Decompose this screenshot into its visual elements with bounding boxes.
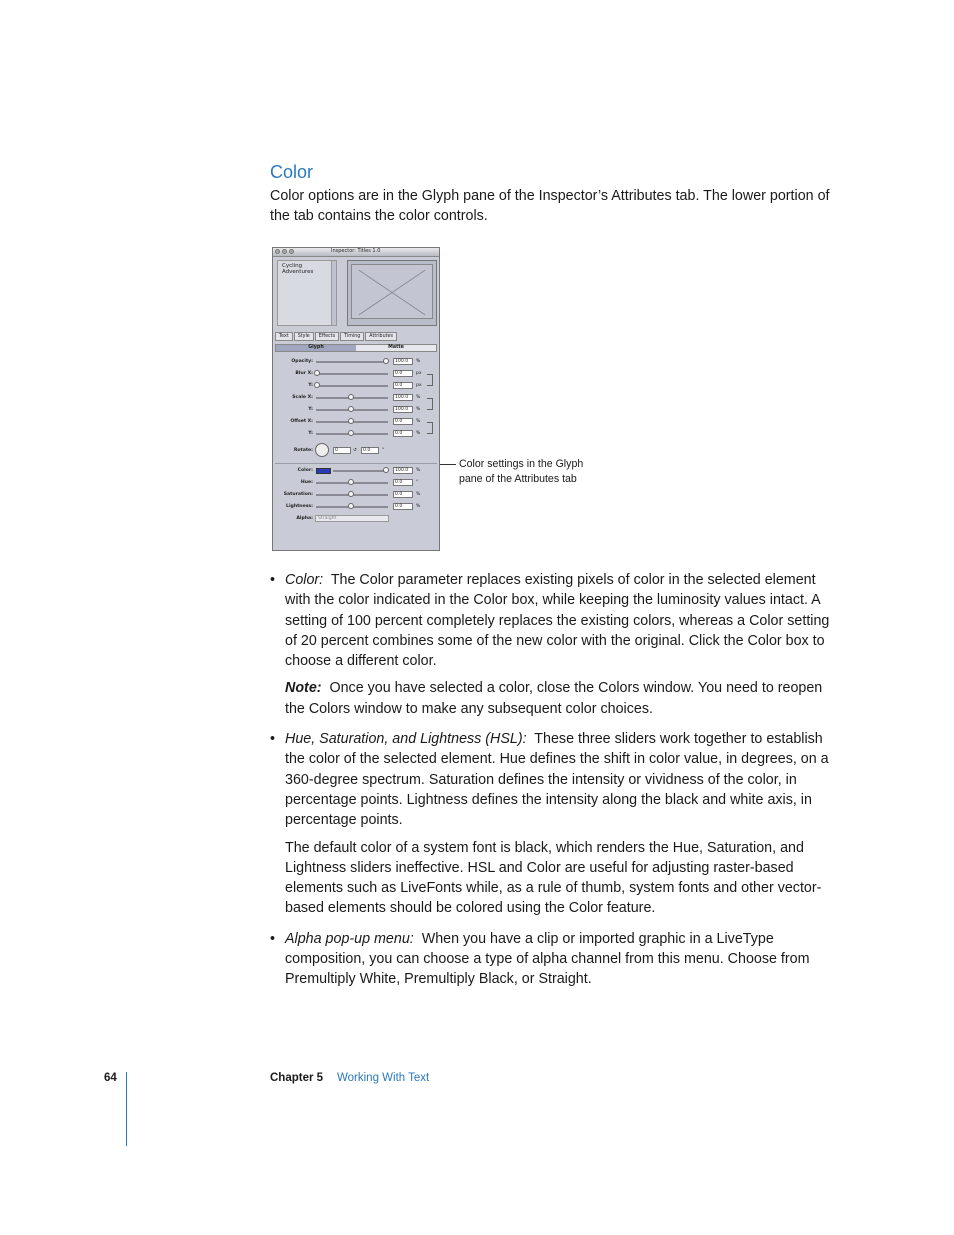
bullet-text: These three sliders work together to establish the color of the selected element. Hue defines the shift in color value, in degrees, on a 360-degree spectrum. Saturation defines the intensity or vividness of the color, in percentage points. Lightness defines the intensity along the black and white axis, in percentage points. [285,731,829,829]
segment-glyph: Glyph [276,345,356,351]
bullet-list [270,570,830,997]
footer-rule [126,1072,127,1146]
text-line: Adventures [282,269,314,275]
blur-x-row: Blur X: 0.0 px [295,371,422,376]
slider-knob [348,491,354,497]
lock-icon [427,374,433,386]
offset-x-row: Offset X: 0.0 % [290,419,421,424]
slider-track [316,361,388,363]
inspector-titlebar [273,248,439,257]
bullet-icon: • [270,930,276,947]
opacity-row: Opacity: 100.0 % [291,359,421,364]
rotate-dial-icon [315,443,329,457]
inspector-text-pane [277,260,337,326]
intro-paragraph: Color options are in the Glyph pane of the Inspector’s Attributes tab. The lower portion of the tab contains the color controls. [270,188,830,224]
slider-knob [348,503,354,509]
color-row: Color: 100.0 % [297,468,421,473]
slider-knob [348,406,354,412]
page-number: 64 [104,1072,117,1084]
zoom-dot-icon [289,249,294,254]
note-label: Note: [285,680,322,697]
slider-knob [314,370,320,376]
text-line: Cycling [282,263,303,269]
glyph-matte-segment [275,344,437,352]
inspector-preview [347,260,437,326]
tab-timing: Timing [340,332,364,341]
color-swatch [316,468,331,474]
note-text: Once you have selected a color, close the Colors window. You need to reopen the Colors window to make any subsequent color choices. [285,680,823,717]
footer-chapter-title[interactable]: Working With Text [337,1072,430,1084]
alpha-popup: Straight [315,515,389,522]
minimize-dot-icon [282,249,287,254]
hue-row: Hue: 0.0 ° [300,480,419,485]
bullet-text: The Color parameter replaces existing pixels of color in the selected element with the color indicated in the Color box, while keeping the luminosity values intact. A setting of 100 percent completely replaces the existing colors, whereas a Color setting of 20 percent combines some of the new color with the original. Click the Color box to choose a different color. [285,572,830,670]
segment-matte: Matte [356,345,436,351]
section-heading: Color [270,162,314,182]
slider-knob [314,382,320,388]
blur-y-row: Y: 0.0 px [308,383,422,388]
tab-attributes: Attributes [365,332,397,341]
bullet-term: Color: [285,572,324,588]
preview-placeholder-icon [351,264,433,319]
text-pane-scrollbar [331,261,336,325]
lock-icon [427,422,433,434]
slider-knob [348,418,354,424]
figure-callout: Color settings in the Glyph pane of the Attributes tab [459,458,584,485]
slider-track [316,385,388,387]
slider-knob [348,430,354,436]
alpha-row: Alpha: Straight [273,515,439,523]
bullet-icon: • [270,731,276,748]
bullet-text: When you have a clip or imported graphic in a LiveType composition, you can choose a type of alpha channel from this menu. Choose from Premultiply White, Premultiply Black, or Straight. [285,930,810,988]
bullet-extra-text: The default color of a system font is black, which renders the Hue, Saturation, and Lightness sliders ineffective. HSL and Color are useful for adjusting raster-based elements such as LiveFonts while, as a rule of thumb, system fonts and other vector-based elements should be colored using the Color feature. [285,839,822,917]
bullet-term: Alpha pop-up menu: [285,930,414,947]
tab-text: Text [275,332,293,341]
rotate-row: Rotate: 0 ↺ 0.0 ° [273,447,439,455]
slider-track [333,470,388,472]
close-dot-icon [275,249,280,254]
inspector-screenshot [272,247,440,551]
scale-x-row: Scale X: 100.0 % [292,395,421,400]
rotate-turn-icon: ↺ [353,448,357,453]
list-item [270,929,830,990]
footer-chapter: Chapter 5 [270,1072,324,1084]
scale-y-row: Y: 100.0 % [308,407,421,412]
lock-icon [427,398,433,410]
inspector-tabs [275,332,397,341]
slider-track [316,373,388,375]
bullet-term: Hue, Saturation, and Lightness (HSL): [285,731,527,748]
inspector-title: Inspector: Titles 1.0 [331,248,381,254]
divider [275,463,437,464]
callout-line [440,464,456,465]
slider-knob [348,394,354,400]
slider-knob [383,358,389,364]
lightness-row: Lightness: 0.0 % [286,504,421,509]
slider-knob [348,479,354,485]
list-item [270,729,830,919]
bullet-icon: • [270,572,276,588]
list-item [270,570,830,719]
saturation-row: Saturation: 0.0 % [283,492,421,497]
slider-knob [383,467,389,473]
tab-style: Style [294,332,314,341]
offset-y-row: Y: 0.0 % [308,431,421,436]
tab-effects: Effects [315,332,339,341]
